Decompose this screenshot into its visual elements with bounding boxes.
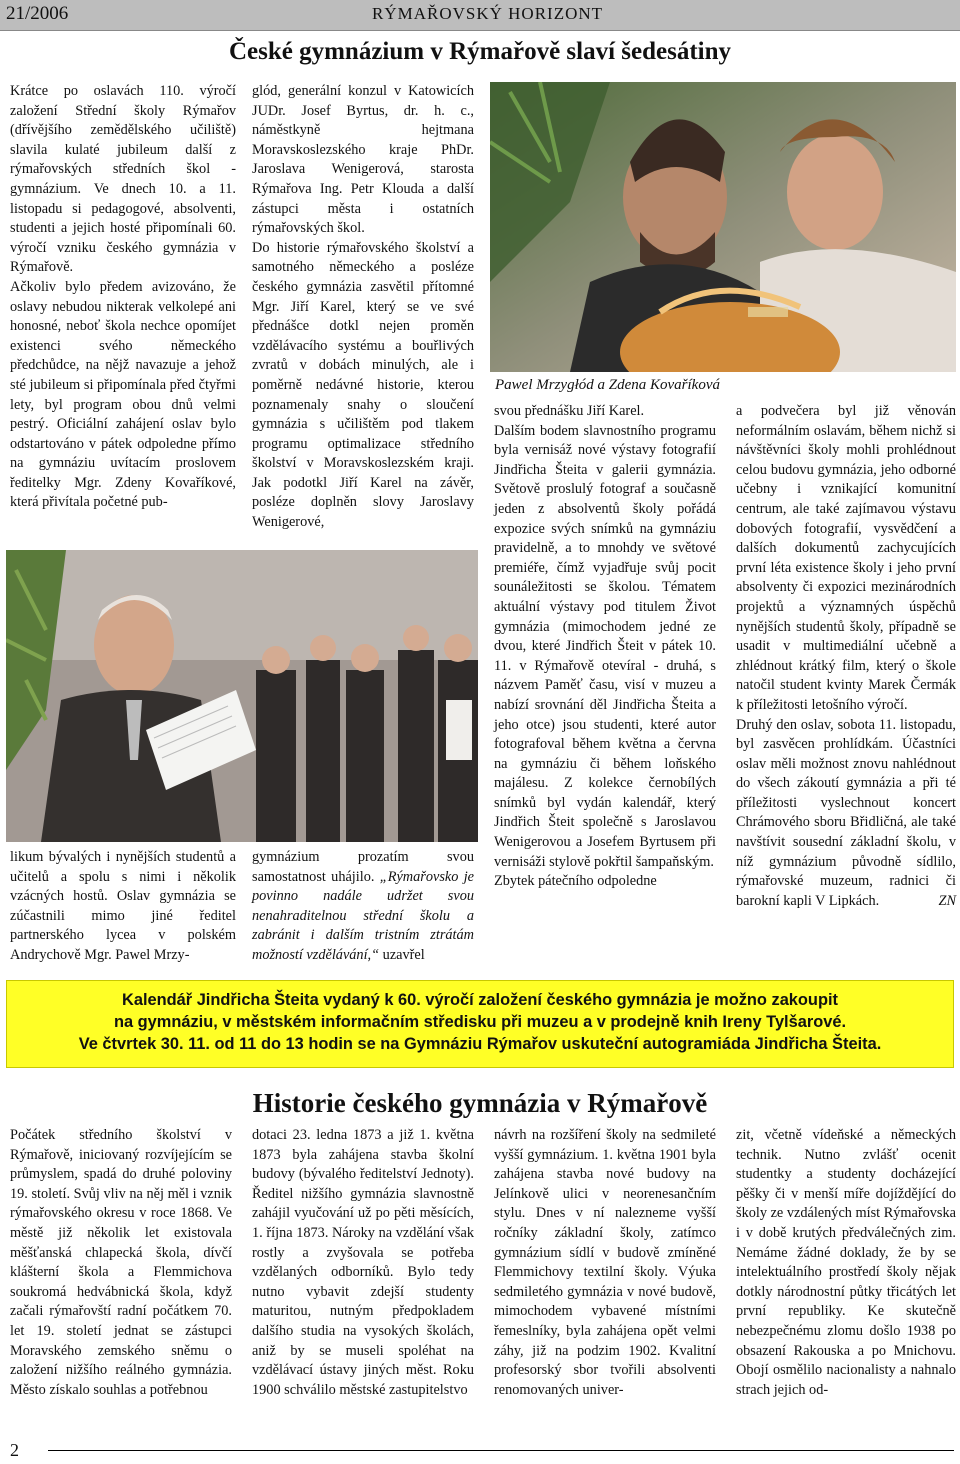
history-col-4 [736,1126,956,1400]
paragraph: Dalším bodem slavnostního programu byla vernisáž nové výstavy fotografií Jindřicha Šteita v galerii gymnázia. Světově proslulý fotograf a současně jeden z absolventů školy pořádá expozice svých snímků na gymnáziu pravidelně, a to mnohdy ve světové premiéře, čímž vyjadřuje svůj pocit sounáležitosti se školou. Tématem aktuální výstavy pod titulem Život gymnázia (mimochodem jedné ze dvou, které Jindřich Šteit v pátek 10. 11. v Rýmařově otevíral - druhá, s názvem Paměť času, visí v muzeu a nabízí srovnání děl Jindřicha Šteita a jeho otce) jsou studenti, které autor fotografoval během května a června na gymnáziu či během loňského majálesu. Z kolekce černobílých snímků byl vydán kalendář, který Jindřich Šteit společně s Jaroslavou Wenigerovou a Josefem Byrtusem při vernisáži stylově pokřtil šampaňským. [494,422,716,870]
article-col-3 [494,402,716,892]
calendar-banner [6,980,954,1068]
paragraph: Ačkoliv bylo předem avizováno, že oslavy nebudou nikterak velkolepé ani honosné, neboť škola nechce opomíjet existenci svého německého předchůdce, na nějž navazuje a jehož sté jubileum si připomínala před čtyřmi lety, byl program obou dnů velmi pestrý. Oficiální zahájení oslav bylo odstartováno v pátek odpoledne přímo na gymnáziu uvítacím proslovem ředitelky Mgr. Zdeny Kovaříkové, která přivítala početné pub- [10,278,236,511]
paragraph: Krátce po oslavách 110. výročí založení Střední školy Rýmařov (dřívějšího zemědělského učiliště) slavila kulaté jubileum další z rýmařovských středních škol - gymnázium. Ve dnech 10. a 11. listopadu si pedagogové, absolventi, studenti a jejich hosté připomínali 60. výročí vzniku českého gymnázia v Rýmařově. [10,83,236,276]
paragraph: likum bývalých i nynějších studentů a učitelů a spolu s nimi i několik vzácných hostů. Oslav gymnázia se zúčastnili mimo jiné ředitel partnerského lycea v polském Andrychově Mgr. Pawel Mrzy- [10,849,236,963]
paragraph: Počátek středního školství v Rýmařově, iniciovaný rozvíjejícím se průmyslem, spadá do druhé poloviny 19. století. Svůj vliv na něj měl i vznik rýmařovského okresu v roce 1868. Ve městě již několik let existovala měšťanská chlapecká škola, dívčí klášterní škola a Flemmichova soukromá hedvábnická škola, když začali rýmařovští radní počátkem 70. let 19. století jednat se zástupci Moravského zemského sněmu o založení nižšího reálného gymnázia. Město získalo souhlas a potřebnou [10,1127,232,1398]
paragraph [252,848,474,966]
issue-number: 21/2006 [6,3,69,24]
history-headline: Historie českého gymnázia v Rýmařově [252,1088,708,1118]
paragraph: zit, včetně vídeňské a německých technik. Nutno zvlášť ocenit studentky a studenty docházející pěšky či v menší míře dojíždějící do školy ze vzdálených míst Rýmařovska i v době krutých předválečných zim. Nemáme žádné doklady, že by se intelektuálního prostředí školy nějak dotkly národnostní půtky třicátých let první republiky. Ke skutečně nebezpečnému zlomu došlo 1938 po obsazení Rakouska a po Mnichovu. Obojí osmělilo nacionalisty a nahnalo strach jejich od- [736,1127,956,1398]
photo-guests-cake-image [490,82,956,372]
photo-guests-cake [490,82,956,372]
photo-caption: Pawel Mrzygłód a Zdena Kovaříková [495,377,720,393]
article-col-2-bottom [252,848,474,966]
banner-line: Ve čtvrtek 30. 11. od 11 do 13 hodin se na Gymnáziu Rýmařov uskuteční autogramiáda Jindřicha Šteita. [78,1035,882,1053]
quote: „Rýmařovsko je povinno nadále udržet svou nenahraditelnou střední školu a zabránit i dalším tristním ztrátám možností vzdělávání,“ [252,868,475,963]
article-col-4 [736,402,956,912]
history-col-1 [10,1126,232,1400]
paragraph: návrh na rozšíření školy na sedmileté vyšší gymnázium. 1. května 1901 byla zahájena stavba nové budovy na Jelínkově ulici v neorenesančním stylu. Dnes v ní nalezneme vyšší ročníky základní školy, zatímco gymnázium sídlí v budově zmíněné Flemmichovy textilní školy. Výuka sedmiletého gymnázia v nové budově, mimochodem vybavené místními řemeslníky, byla zahájena opět velmi záhy, již na podzim 1902. Kvalitní profesorský sbor tvořili absolventi renomovaných univer- [494,1127,716,1398]
author-signature: ZN [938,893,956,910]
masthead: RÝMAŘOVSKÝ HORIZONT [372,4,604,23]
paragraph: svou přednášku Jiří Karel. [494,403,645,419]
paragraph: Druhý den oslav, sobota 11. listopadu, byl zasvěcen prohlídkám. Účastníci oslav měli možnost znovu nahlédnout do všech zákoutí gymnázia a při té příležitosti vyslechnout koncert Chrámového sboru Břidličná, ale také navštívit sousední základní školu, v níž gymnázium původně sídlilo, rýmařovské muzeum, radnici či barokní kapli V Lipkách. [736,716,956,909]
article-col-2-top [252,82,474,533]
paragraph: dotaci 23. ledna 1873 a již 1. května 1873 byla zahájena stavba školní budovy (bývalého ředitelství Jednoty). Ředitel nižšího gymnázia slavnostně zahájil vyučování už po pěti měsících, 1. října 1873. Nároky na vzdělání však rostly a zvyšovala se potřeba vzdělaných odborníků. Bylo tedy nutno vybavit zdejší studenty maturitou, nutným předpokladem dalšího studia na vysokých školách, aniž by se museli spoléhat na vzdělávací ústavy jiných měst. Roku 1900 schválilo městské zastupitelstvo [252,1127,474,1398]
paragraph: glód, generální konzul v Katowicích JUDr. Josef Byrtus, dr. h. c., náměstkyně hejtmana Moravskoslezského kraje PhDr. Jaroslava Wenigerová, starosta Rýmařova Ing. Petr Klouda a další zástupci města i ostatních rýmařovských škol. [252,83,474,237]
paragraph: Do historie rýmařovského školství a samotného německého a posléze českého gymnázia zasvětil přítomné Mgr. Jiří Karel, který se ve své přednášce dotkl nejen proměn vzdělávacího systému a bouřlivých zvratů v dobách minulých, ale i poměrně nedávné historie, kterou poznamenaly snahy o sloučení gymnázia s učilištěm pod tlakem programu optimalizace středního školství v Moravskoslezském kraji. Jak podotkl Jiří Karel na závěr, posléze doplněn slovy Jaroslavy Wenigerové, [252,239,474,531]
article-col-1-top [10,82,236,513]
text-span: uzavřel [379,946,425,963]
paragraph: Zbytek pátečního odpoledne [494,873,657,890]
banner-line: na gymnáziu, v městském informačním středisku při muzeu a v prodejně knih Ireny Tylšarové. [113,1013,847,1031]
banner-line: Kalendář Jindřicha Šteita vydaný k 60. výročí založení českého gymnázia je možno zakoupit [122,991,838,1009]
paragraph: a podvečera byl již věnován neformálním oslavám, během nichž si návštěvníci školy mohli prohlédnout celou budovu gymnázia, jeho odborné učebny i vznikající komunitní centrum, ale také zajímavou výstavu dobových fotografií, vysvědčení a dalších dokumentů zachycujících první léta existence školy i jeho první absolventy či expozici mezinárodních projektů a významných úspěchů nynějších studentů školy, případně se usadit v multimediální učebně a zhlédnout krátký film, který o škole natočil student kvinty Marek Čermák k příležitosti letošního výročí. [736,403,956,713]
article-headline: České gymnázium v Rýmařově slaví šedesátiny [228,38,732,65]
footer-rule [48,1450,954,1451]
history-col-3 [494,1126,716,1400]
photo-speech-image [6,550,478,842]
photo-speech [6,550,478,842]
history-col-2 [252,1126,474,1400]
text-span: gymnázium prozatím svou samostatnost uhájilo. [252,849,474,885]
page-number: 2 [10,1440,19,1460]
article-col-1-bottom [10,848,236,966]
